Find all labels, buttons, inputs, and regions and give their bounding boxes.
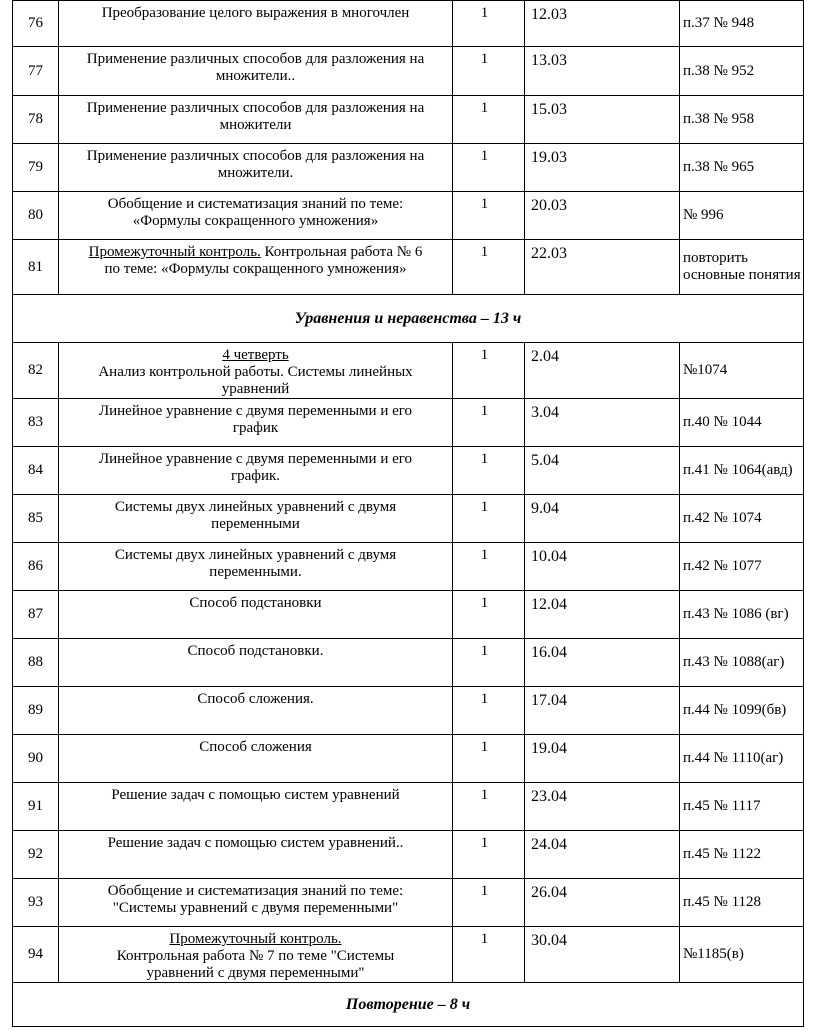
lesson-date: 17.04 [525,687,680,735]
section-row-body [13,295,804,343]
lesson-topic: Промежуточный контроль. Контрольная работа № 7 по теме "Системы уравнений с двумя переменными" [59,927,453,983]
lesson-hours [453,735,525,783]
lesson-hours [453,192,525,240]
lesson-topic: Преобразование целого выражения в многочлен [59,1,453,47]
lesson-hours-value: 1 [480,787,489,803]
lesson-homework: №1074 [680,343,804,399]
lesson-homework: п.38 № 958 [680,96,804,144]
table-body-first [13,1,804,295]
lesson-homework: повторить основные понятия [680,240,804,295]
table-row [13,47,804,96]
lesson-date: 20.03 [525,192,680,240]
lesson-topic: Обобщение и систематизация знаний по теме: "Системы уравнений с двумя переменными" [59,879,453,927]
table-row [13,240,804,295]
lesson-homework: п.43 № 1088(аг) [680,639,804,687]
lesson-topic: 4 четверть Анализ контрольной работы. Системы линейных уравнений [59,343,453,399]
table-row [13,495,804,543]
lesson-number: 88 [13,639,59,687]
lesson-hours-value: 1 [480,403,489,419]
lesson-topic: Способ сложения [59,735,453,783]
table-row [13,687,804,735]
lesson-topic: Способ подстановки [59,591,453,639]
lesson-date: 12.04 [525,591,680,639]
lesson-topic: Системы двух линейных уравнений с двумя переменными [59,495,453,543]
lesson-topic: Способ сложения. [59,687,453,735]
lesson-number: 87 [13,591,59,639]
section-row [13,983,804,1027]
lesson-homework: п.38 № 952 [680,47,804,96]
table-row [13,144,804,192]
lesson-hours [453,687,525,735]
lesson-hours [453,927,525,983]
table-body-second [13,343,804,983]
table-row [13,831,804,879]
lesson-date: 12.03 [525,1,680,47]
lesson-number: 83 [13,399,59,447]
lesson-hours [453,240,525,295]
lesson-number: 78 [13,96,59,144]
table-row [13,591,804,639]
lesson-topic: Применение различных способов для разложения на множители.. [59,47,453,96]
lesson-number: 94 [13,927,59,983]
lesson-hours [453,447,525,495]
lesson-homework: п.44 № 1099(бв) [680,687,804,735]
section-row [13,295,804,343]
lesson-hours-value: 1 [480,5,489,21]
lesson-homework: № 996 [680,192,804,240]
lesson-topic-underlined-heading: Промежуточный контроль. [169,931,342,947]
lesson-homework: п.42 № 1077 [680,543,804,591]
lesson-date: 2.04 [525,343,680,399]
lesson-homework: №1185(в) [680,927,804,983]
lesson-homework: п.44 № 1110(аг) [680,735,804,783]
lesson-hours [453,639,525,687]
lesson-topic-underlined-heading: 4 четверть [222,347,289,363]
lesson-hours-value: 1 [480,931,489,947]
lesson-hours-value: 1 [480,691,489,707]
table-row [13,447,804,495]
lesson-date: 10.04 [525,543,680,591]
lesson-topic-underlined-prefix: Промежуточный контроль. [88,244,261,260]
lesson-date: 26.04 [525,879,680,927]
lesson-number: 89 [13,687,59,735]
lesson-hours [453,495,525,543]
lesson-homework: п.37 № 948 [680,1,804,47]
lesson-topic: Решение задач с помощью систем уравнений [59,783,453,831]
lesson-topic: Линейное уравнение с двумя переменными и его график. [59,447,453,495]
lesson-topic: Применение различных способов для разложения на множители. [59,144,453,192]
lesson-hours [453,1,525,47]
section-row-body-2 [13,983,804,1027]
lesson-topic: Решение задач с помощью систем уравнений.. [59,831,453,879]
section-heading-review: Повторение – 8 ч [13,983,804,1027]
lesson-date: 23.04 [525,783,680,831]
lesson-homework: п.45 № 1122 [680,831,804,879]
lesson-hours [453,399,525,447]
lesson-topic: Способ подстановки. [59,639,453,687]
lesson-hours [453,47,525,96]
lesson-homework: п.45 № 1128 [680,879,804,927]
lesson-hours-value: 1 [480,835,489,851]
table-row [13,879,804,927]
lesson-number: 85 [13,495,59,543]
lesson-topic: Линейное уравнение с двумя переменными и его график [59,399,453,447]
lesson-date: 13.03 [525,47,680,96]
lesson-homework: п.42 № 1074 [680,495,804,543]
lesson-number: 80 [13,192,59,240]
lesson-homework: п.45 № 1117 [680,783,804,831]
lesson-date: 30.04 [525,927,680,983]
lesson-number: 77 [13,47,59,96]
lesson-date: 16.04 [525,639,680,687]
lesson-number: 76 [13,1,59,47]
lesson-topic: Применение различных способов для разложения на множители [59,96,453,144]
table-row [13,735,804,783]
lesson-hours [453,96,525,144]
lesson-homework: п.38 № 965 [680,144,804,192]
lesson-hours-value: 1 [480,739,489,755]
lesson-hours-value: 1 [480,643,489,659]
lesson-hours-value: 1 [480,595,489,611]
lesson-date: 22.03 [525,240,680,295]
lesson-hours [453,879,525,927]
lesson-number: 90 [13,735,59,783]
section-heading-equations: Уравнения и неравенства – 13 ч [13,295,804,343]
lesson-hours-value: 1 [480,148,489,164]
lesson-topic: Обобщение и систематизация знаний по теме: «Формулы сокращенного умножения» [59,192,453,240]
lesson-plan-page [12,0,804,1027]
lesson-hours [453,591,525,639]
lesson-hours-value: 1 [480,883,489,899]
lesson-number: 84 [13,447,59,495]
table-row [13,399,804,447]
lesson-homework: п.41 № 1064(авд) [680,447,804,495]
lesson-hours [453,144,525,192]
lesson-number: 86 [13,543,59,591]
lesson-number: 79 [13,144,59,192]
lesson-number: 92 [13,831,59,879]
table-row [13,927,804,983]
lesson-homework: п.40 № 1044 [680,399,804,447]
lesson-number: 82 [13,343,59,399]
lesson-hours [453,783,525,831]
lesson-hours-value: 1 [480,244,489,260]
lesson-hours [453,831,525,879]
lesson-homework: п.43 № 1086 (вг) [680,591,804,639]
table-row [13,543,804,591]
lesson-date: 3.04 [525,399,680,447]
lesson-date: 9.04 [525,495,680,543]
lesson-hours [453,543,525,591]
table-row [13,343,804,399]
lesson-hours-value: 1 [480,499,489,515]
lesson-hours-value: 1 [480,451,489,467]
table-row [13,192,804,240]
lesson-topic: Системы двух линейных уравнений с двумя переменными. [59,543,453,591]
lesson-date: 5.04 [525,447,680,495]
lesson-number: 81 [13,240,59,295]
lesson-date: 19.04 [525,735,680,783]
lesson-plan-table [12,0,804,1027]
lesson-hours-value: 1 [480,100,489,116]
table-row [13,783,804,831]
lesson-number: 93 [13,879,59,927]
lesson-hours-value: 1 [480,196,489,212]
lesson-date: 24.04 [525,831,680,879]
lesson-date: 15.03 [525,96,680,144]
table-row [13,1,804,47]
lesson-number: 91 [13,783,59,831]
table-row [13,96,804,144]
table-row [13,639,804,687]
lesson-hours-value: 1 [480,347,489,363]
lesson-topic: Промежуточный контроль. Контрольная работа № 6 по теме: «Формулы сокращенного умножения» [59,240,453,295]
lesson-hours-value: 1 [480,547,489,563]
lesson-hours [453,343,525,399]
lesson-date: 19.03 [525,144,680,192]
lesson-hours-value: 1 [480,51,489,67]
